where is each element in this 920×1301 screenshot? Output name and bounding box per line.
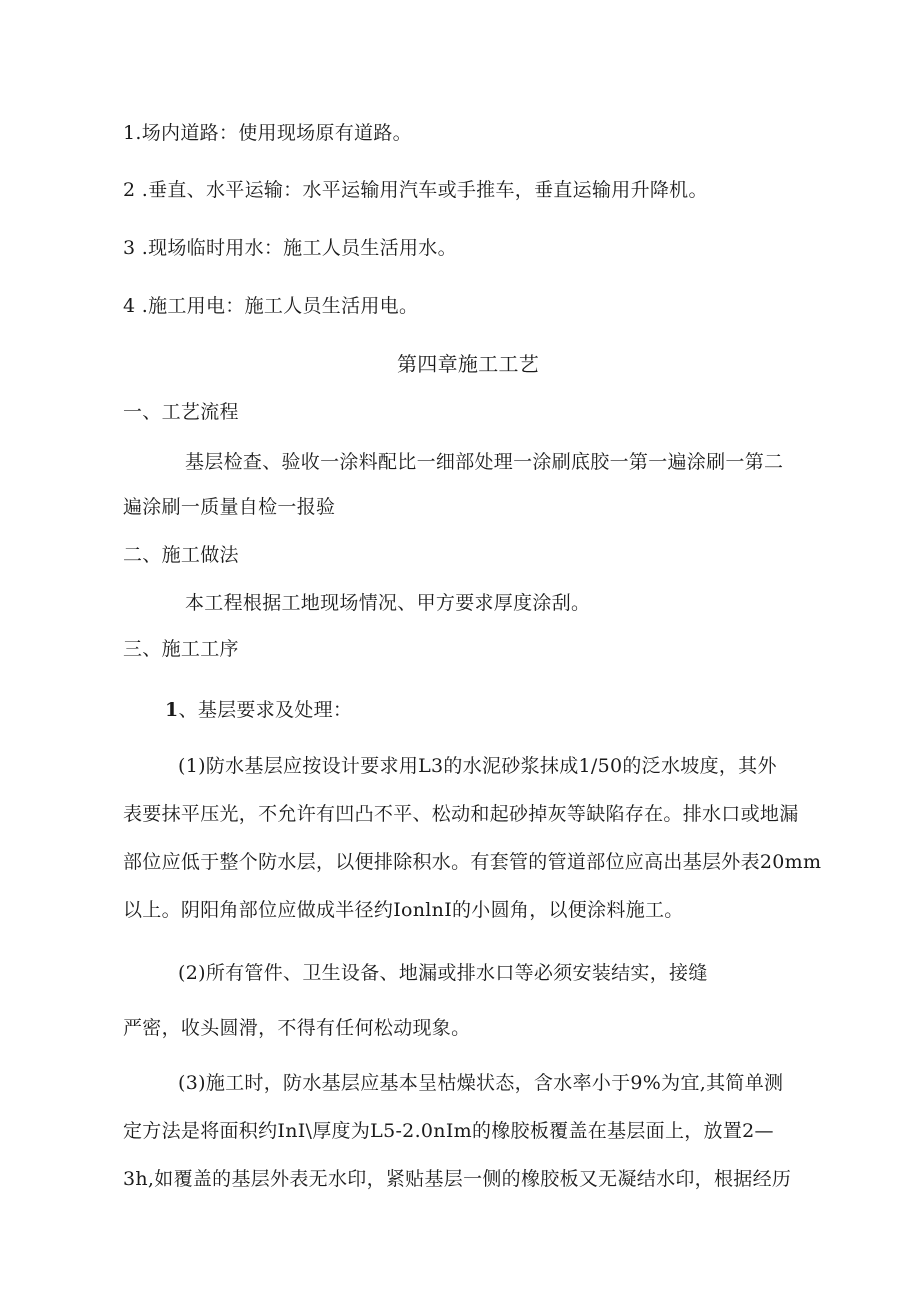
resource-item-2: 2 .垂直、水平运输：水平运输用汽车或手推车，垂直运输用升降机。	[123, 179, 708, 201]
para2-line-2: 严密，收头圆滑，不得有任何松动现象。	[123, 1017, 471, 1039]
para3-line-3: 3h,如覆盖的基层外表无水印，紧贴基层一侧的橡胶板又无凝结水印，根据经历	[123, 1168, 792, 1190]
para1-line-4: 以上。阴阳角部位应做成半径约IonlnI的小圆角，以便涂料施工。	[123, 899, 684, 921]
para1-line-2: 表要抹平压光，不允许有凹凸不平、松动和起砂掉灰等缺陷存在。排水口或地漏	[123, 803, 799, 825]
subsection-text: 、基层要求及处理：	[178, 699, 353, 721]
subsection-title	[165, 698, 352, 722]
para3-line-1: (3)施工时，防水基层应基本呈枯燥状态，含水率小于9%为宜,其简单测	[178, 1072, 784, 1094]
para1-line-1: (1)防水基层应按设计要求用L3的水泥砂浆抹成1/50的泛水坡度，其外	[178, 755, 777, 777]
process-flow-line-2: 遍涂刷一质量自检一报验	[123, 496, 336, 518]
para3-line-2: 定方法是将面积约InI\厚度为L5-2.0nIm的橡胶板覆盖在基层面上，放置2—	[123, 1120, 774, 1142]
resource-item-1: 1.场内道路：使用现场原有道路。	[123, 122, 412, 144]
chapter-title: 第四章施工工艺	[397, 352, 540, 376]
subsection-number: 1	[165, 699, 179, 721]
process-flow-line-1: 基层检查、验收一涂料配比一细部处理一涂刷底胶一第一遍涂刷一第二	[185, 451, 784, 473]
section-3-title: 三、施工工序	[123, 638, 239, 660]
resource-item-4: 4 .施工用电：施工人员生活用电。	[123, 295, 419, 317]
para1-line-3: 部位应低于整个防水层，以便排除积水。有套管的管道部位应高出基层外表20mm	[123, 851, 822, 873]
section-2-title: 二、施工做法	[123, 544, 239, 566]
section-1-title: 一、工艺流程	[123, 401, 239, 423]
section-2-text: 本工程根据工地现场情况、甲方要求厚度涂刮。	[185, 592, 591, 614]
para2-line-1: (2)所有管件、卫生设备、地漏或排水口等必须安装结实，接缝	[178, 962, 708, 984]
resource-item-3: 3 .现场临时用水：施工人员生活用水。	[123, 237, 457, 259]
